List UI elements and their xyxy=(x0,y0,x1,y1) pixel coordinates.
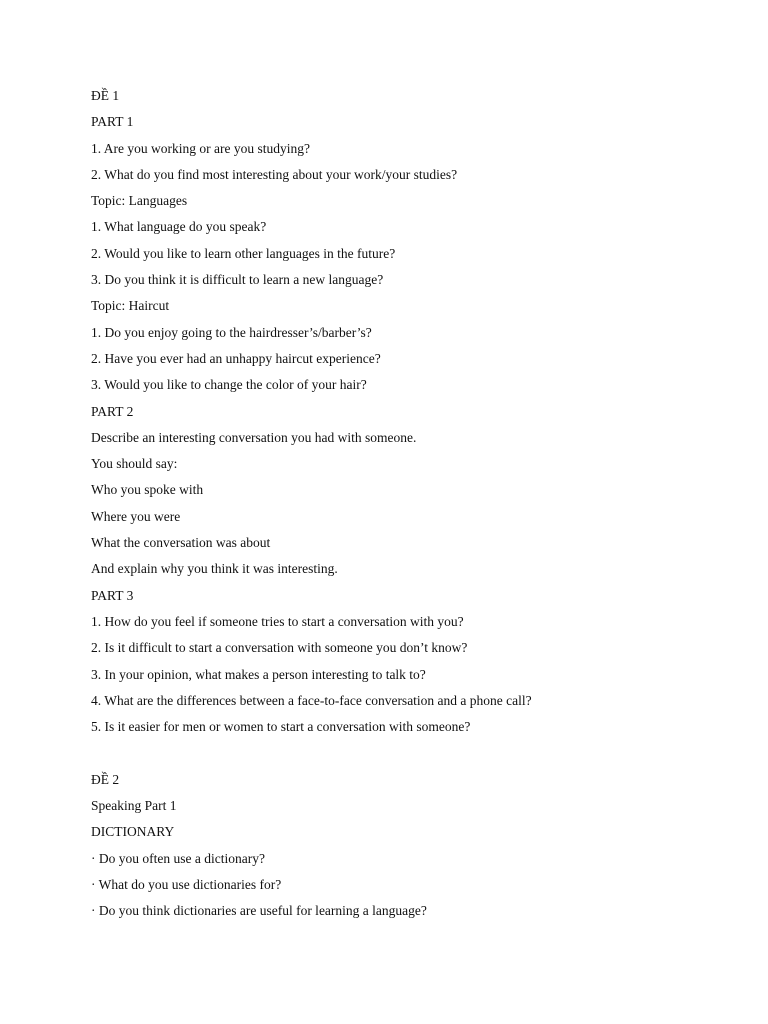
dictionary-question: · Do you often use a dictionary? xyxy=(91,850,265,866)
part2-point: Where you were xyxy=(91,508,181,524)
part3-question: 1. How do you feel if someone tries to start a conversation with you? xyxy=(91,613,464,629)
document-body xyxy=(91,85,731,927)
exam-title-de1: ĐỀ 1 xyxy=(91,88,120,103)
part1-question: 2. What do you find most interesting about your work/your studies? xyxy=(91,166,458,182)
part2-heading: PART 2 xyxy=(91,403,134,419)
exam-title-de2: ĐỀ 2 xyxy=(91,771,120,787)
haircut-question: 3. Would you like to change the color of your hair? xyxy=(91,377,367,393)
haircut-question: 1. Do you enjoy going to the hairdresser’s/barber’s? xyxy=(91,324,372,340)
haircut-question: 2. Have you ever had an unhappy haircut experience? xyxy=(91,350,381,366)
topic-heading-haircut: Topic: Haircut xyxy=(91,298,170,314)
part1-question: 1. Are you working or are you studying? xyxy=(91,140,310,156)
dictionary-question: · Do you think dictionaries are useful for learning a language? xyxy=(91,903,427,919)
topic-heading-dictionary: DICTIONARY xyxy=(91,824,175,840)
languages-question: 2. Would you like to learn other languages in the future? xyxy=(91,245,396,261)
languages-question: 3. Do you think it is difficult to learn a new language? xyxy=(91,272,384,288)
part3-question: 3. In your opinion, what makes a person interesting to talk to? xyxy=(91,666,426,682)
part3-question: 2. Is it difficult to start a conversation with someone you don’t know? xyxy=(91,640,468,656)
part2-prompt: Describe an interesting conversation you had with someone. xyxy=(91,429,417,445)
part2-should-say: You should say: xyxy=(91,456,178,472)
speaking-part1-heading: Speaking Part 1 xyxy=(91,798,177,814)
part2-point: And explain why you think it was interesting. xyxy=(91,561,338,577)
languages-question: 1. What language do you speak? xyxy=(91,219,267,235)
part3-heading: PART 3 xyxy=(91,587,134,603)
dictionary-question: · What do you use dictionaries for? xyxy=(91,876,282,892)
section-spacer xyxy=(91,742,731,768)
part2-point: Who you spoke with xyxy=(91,482,204,498)
part2-point: What the conversation was about xyxy=(91,535,271,551)
part3-question: 5. Is it easier for men or women to start a conversation with someone? xyxy=(91,719,471,735)
part1-heading: PART 1 xyxy=(91,114,134,130)
topic-heading-languages: Topic: Languages xyxy=(91,193,188,209)
part3-question: 4. What are the differences between a face-to-face conversation and a phone call? xyxy=(91,692,532,708)
